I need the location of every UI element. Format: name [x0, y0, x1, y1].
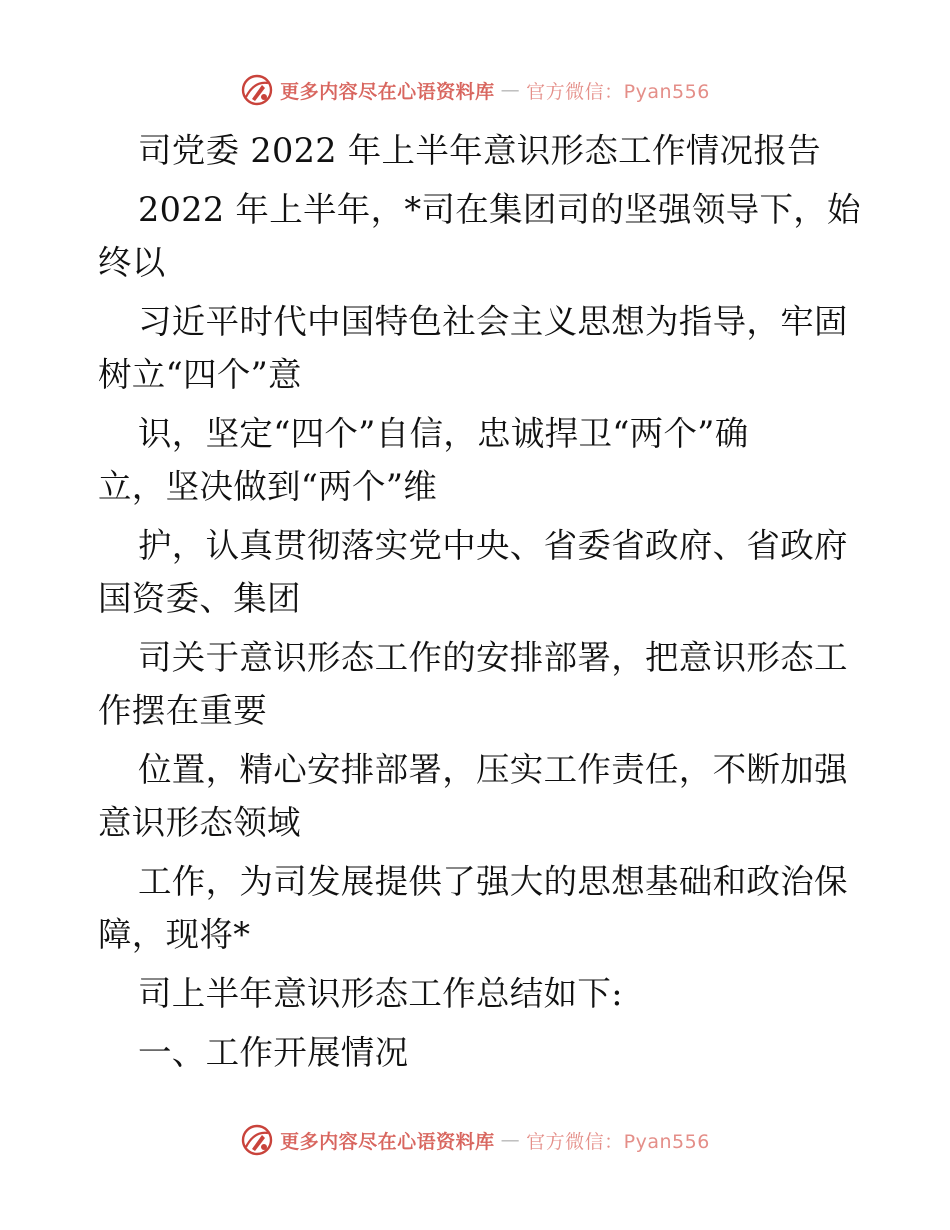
watermark-contact-text: 官方微信：Pyan556: [526, 80, 710, 103]
watermark-contact-text: 官方微信：Pyan556: [526, 1130, 710, 1153]
paragraph-line: 障，现将*: [98, 915, 251, 954]
watermark-main-text: 更多内容尽在心语资料库: [280, 80, 495, 103]
paragraph-line: 2022 年上半年，*司在集团司的坚强领导下，始: [138, 190, 861, 229]
paragraph-line: 习近平时代中国特色社会主义思想为指导，牢固: [138, 302, 848, 341]
paragraph-line: 工作，为司发展提供了强大的思想基础和政治保: [138, 862, 848, 901]
paragraph-line: 终以: [98, 243, 166, 282]
watermark-separator: —: [500, 1129, 521, 1151]
paragraph-line: 国资委、集团: [98, 579, 301, 618]
paragraph-line: 意识形态领域: [98, 803, 301, 842]
document-body: [98, 124, 861, 1079]
paragraph-line: 护，认真贯彻落实党中央、省委省政府、省政府: [138, 526, 848, 565]
footer-watermark: [0, 1120, 950, 1160]
section-heading: 一、工作开展情况: [138, 1033, 409, 1072]
paragraph-line: 识，坚定“四个”自信，忠诚捍卫“两个”确: [138, 414, 749, 453]
watermark-separator: —: [500, 79, 521, 101]
paragraph-line: 位置，精心安排部署，压实工作责任，不断加强: [138, 750, 848, 789]
document-title: 司党委 2022 年上半年意识形态工作情况报告: [138, 131, 821, 170]
watermark-main-text: 更多内容尽在心语资料库: [280, 1130, 495, 1153]
seal-logo-icon: [240, 1123, 274, 1157]
seal-logo-icon: [240, 73, 274, 107]
paragraph-line: 树立“四个”意: [98, 355, 302, 394]
paragraph-line: 作摆在重要: [98, 691, 267, 730]
paragraph-line: 司关于意识形态工作的安排部署，把意识形态工: [138, 638, 848, 677]
header-watermark: [0, 70, 950, 110]
paragraph-line: 司上半年意识形态工作总结如下:: [138, 974, 623, 1013]
paragraph-line: 立，坚决做到“两个”维: [98, 467, 438, 506]
